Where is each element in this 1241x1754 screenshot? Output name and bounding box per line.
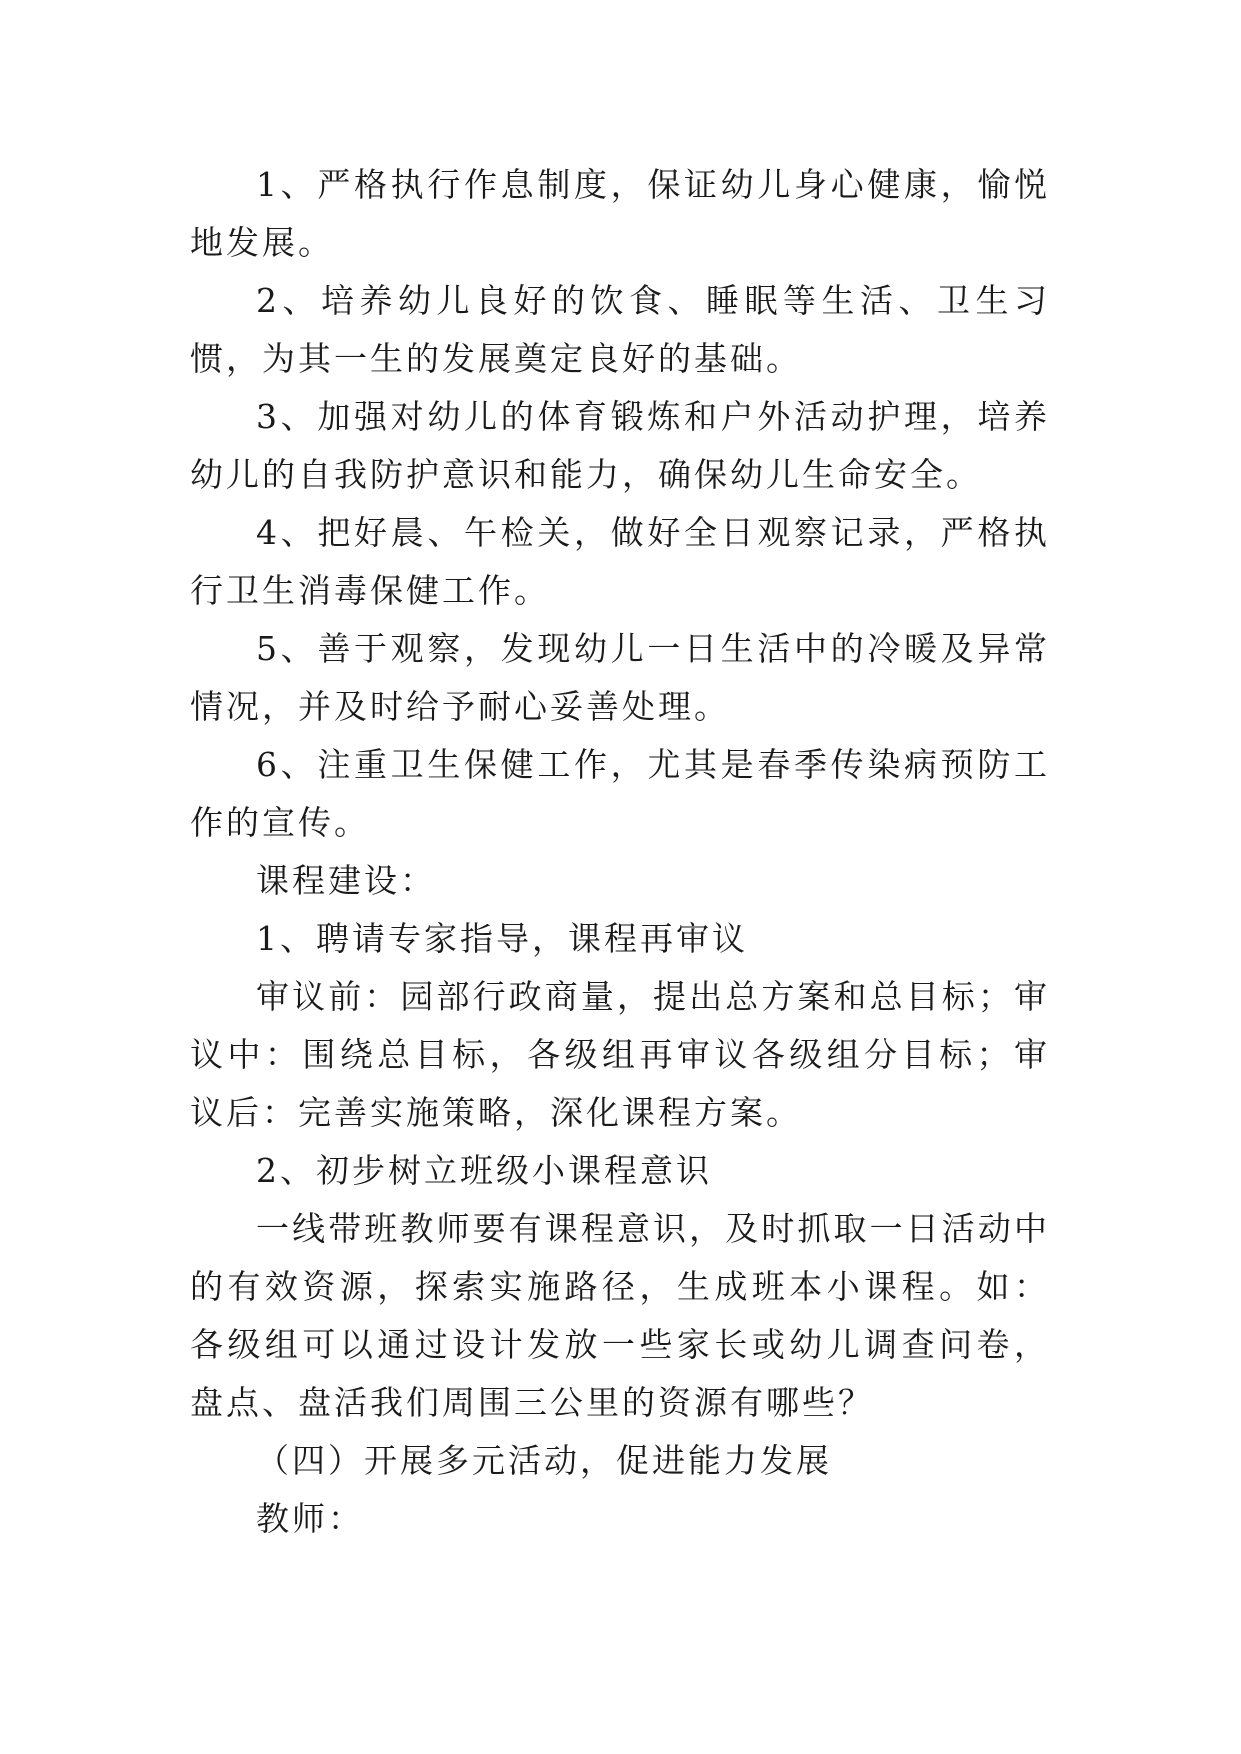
paragraph-1: 1、严格执行作息制度，保证幼儿身心健康，愉悦地发展。: [190, 165, 1050, 262]
paragraph-10: 一线带班教师要有课程意识，及时抓取一日活动中的有效资源，探索实施路径，生成班本小课程。如：各级组可以通过设计发放一些家长或幼儿调查问卷，盘点、盘活我们周围三公里的资源有哪些？: [190, 1209, 1050, 1422]
section-heading-curriculum: 课程建设：: [256, 861, 436, 900]
paragraph-7: 1、聘请专家指导，课程再审议: [256, 919, 748, 958]
paragraph-2: 2、培养幼儿良好的饮食、睡眠等生活、卫生习惯，为其一生的发展奠定良好的基础。: [190, 281, 1050, 378]
document-body: [190, 156, 1050, 1548]
paragraph-4: 4、把好晨、午检关，做好全日观察记录，严格执行卫生消毒保健工作。: [190, 513, 1050, 610]
paragraph-5: 5、善于观察，发现幼儿一日生活中的冷暖及异常情况，并及时给予耐心妥善处理。: [190, 629, 1050, 726]
section-heading-activities: （四）开展多元活动，促进能力发展: [256, 1441, 832, 1480]
paragraph-3: 3、加强对幼儿的体育锻炼和户外活动护理，培养幼儿的自我防护意识和能力，确保幼儿生命安全。: [190, 397, 1050, 494]
paragraph-8: 审议前：园部行政商量，提出总方案和总目标；审议中：围绕总目标，各级组再审议各级组分目标；审议后：完善实施策略，深化课程方案。: [190, 977, 1050, 1132]
section-heading-teachers: 教师：: [256, 1499, 364, 1538]
paragraph-6: 6、注重卫生保健工作，尤其是春季传染病预防工作的宣传。: [190, 745, 1050, 842]
paragraph-9: 2、初步树立班级小课程意识: [256, 1151, 712, 1190]
